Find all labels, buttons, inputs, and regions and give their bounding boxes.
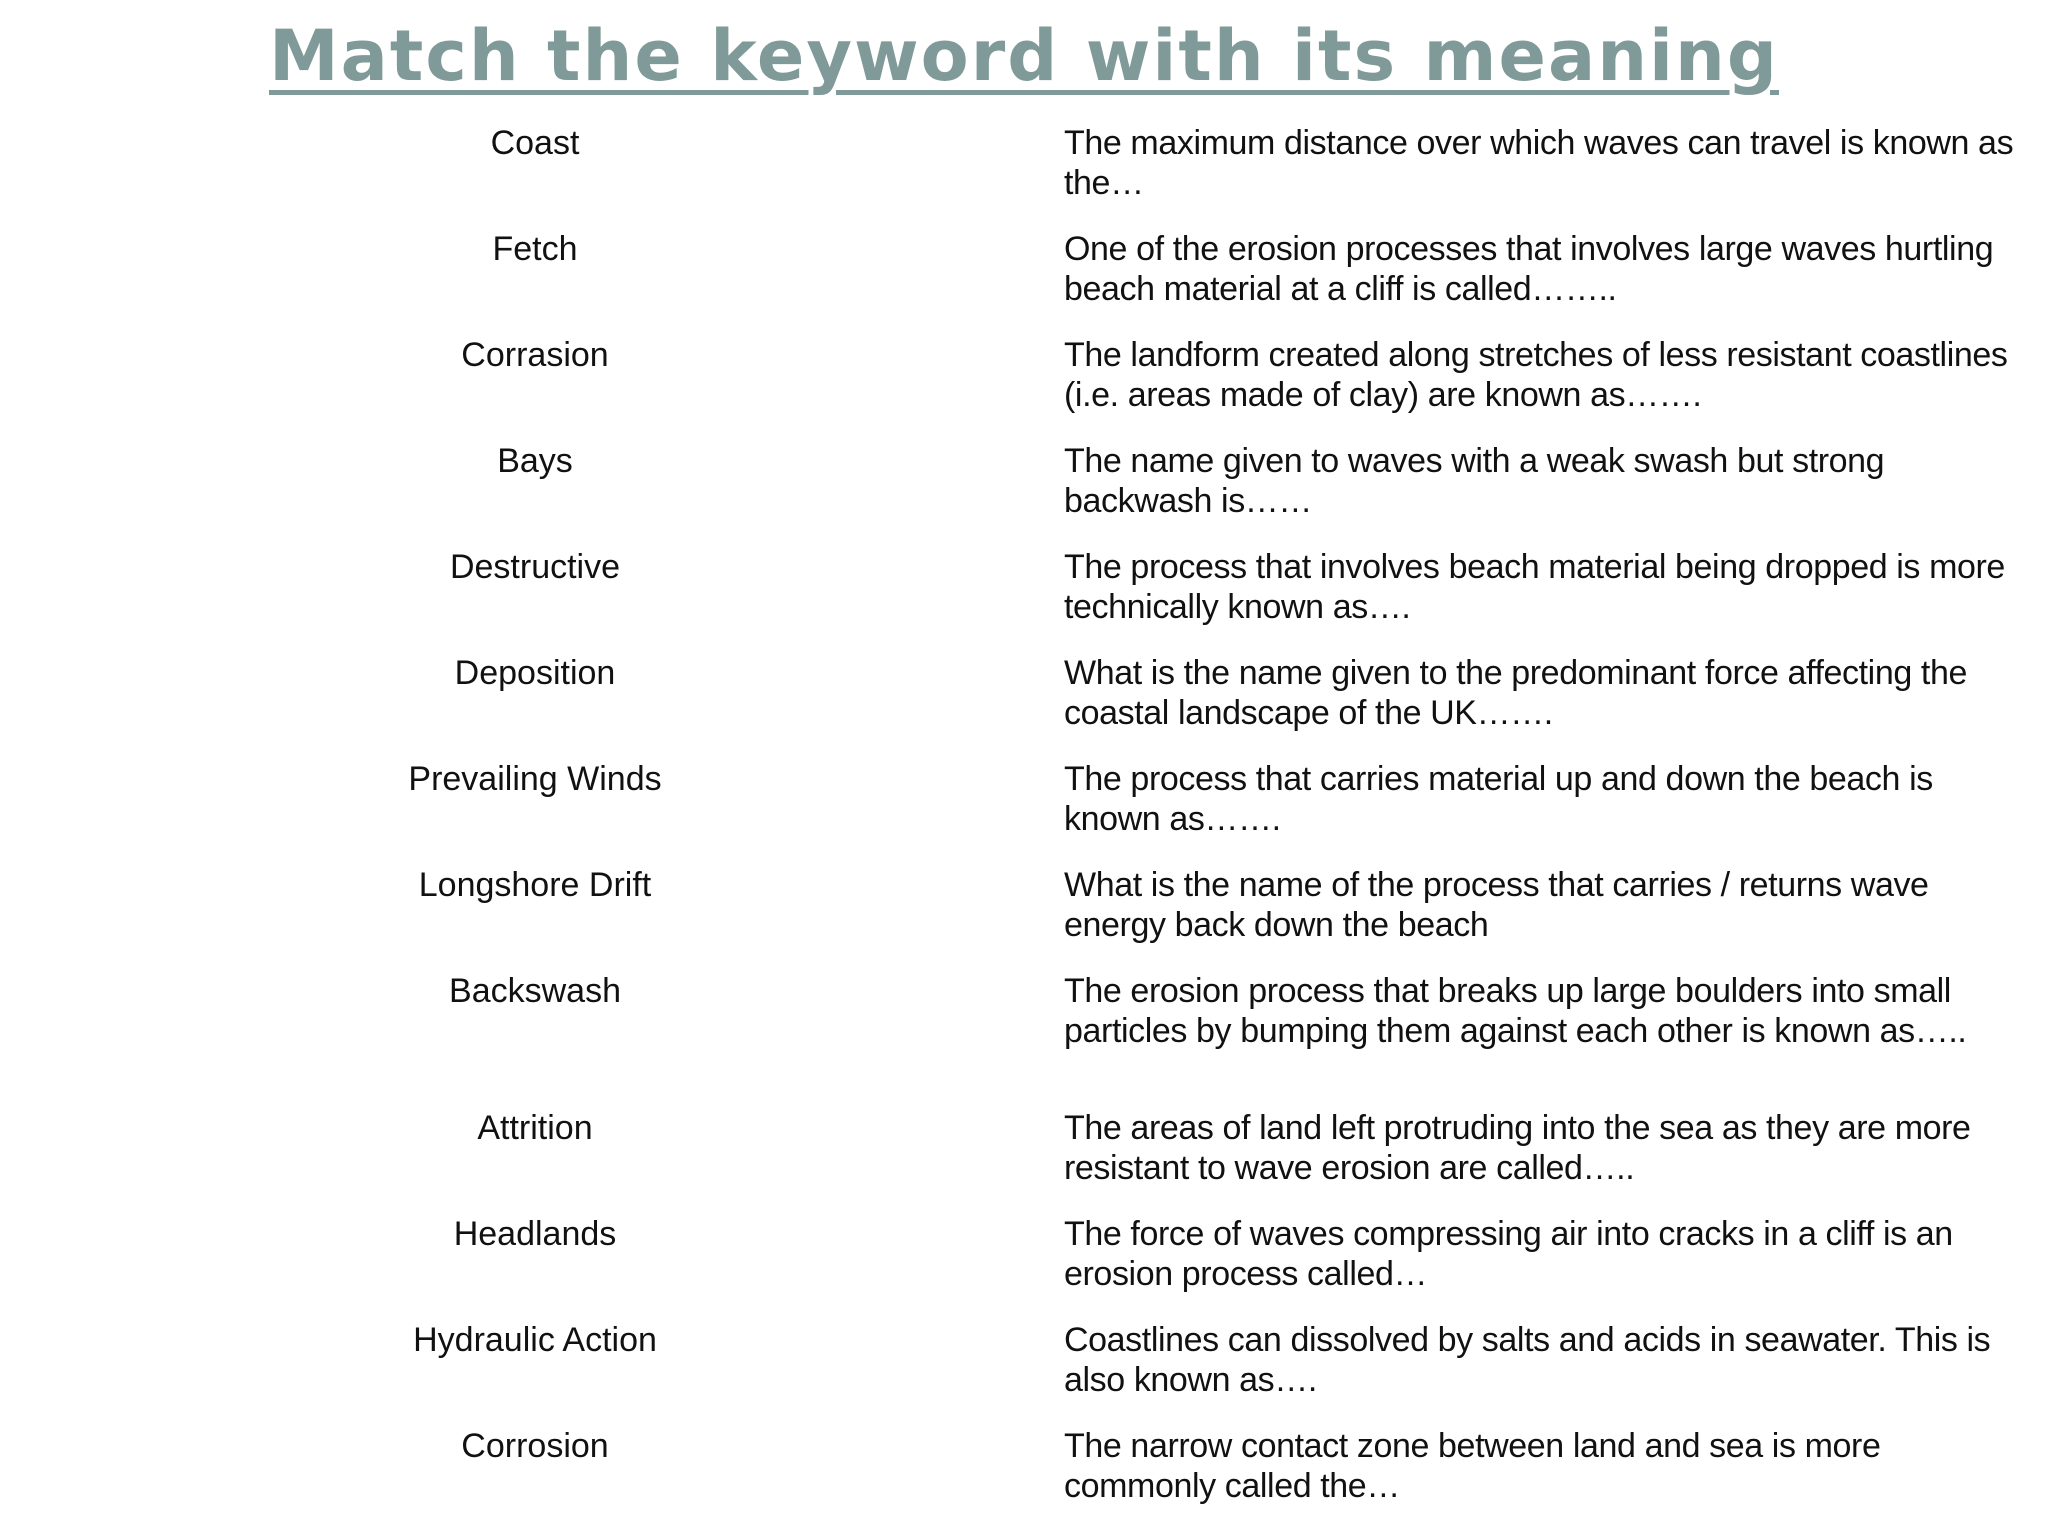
meaning: What is the name given to the predominant force affecting the coastal landscape of the UK……. xyxy=(1064,654,1967,732)
meaning: The narrow contact zone between land and sea is more commonly called the… xyxy=(1064,1427,1881,1505)
keyword: Longshore Drift xyxy=(418,866,652,904)
meaning: The process that involves beach material being dropped is more technically known as…. xyxy=(1064,548,2005,626)
meaning: Coastlines can dissolved by salts and acids in seawater. This is also known as…. xyxy=(1064,1321,1991,1399)
meaning: The process that carries material up and down the beach is known as……. xyxy=(1064,760,1933,838)
page-title: Match the keyword with its meaning xyxy=(269,15,1779,97)
keyword: Coast xyxy=(490,124,580,162)
meaning: The maximum distance over which waves can travel is known as the… xyxy=(1064,124,2014,202)
keyword: Prevailing Winds xyxy=(408,760,662,798)
keyword: Deposition xyxy=(454,654,616,692)
keyword: Headlands xyxy=(453,1215,617,1253)
meaning: The areas of land left protruding into the sea as they are more resistant to wave erosion are called….. xyxy=(1064,1109,1971,1187)
meaning: The landform created along stretches of less resistant coastlines (i.e. areas made of clay) are known as……. xyxy=(1064,336,2008,414)
meaning: One of the erosion processes that involves large waves hurtling beach material at a cliff is called…….. xyxy=(1064,230,1994,308)
keyword: Hydraulic Action xyxy=(413,1321,657,1359)
meaning: What is the name of the process that carries / returns wave energy back down the beach xyxy=(1064,866,1929,944)
keyword: Corrosion xyxy=(461,1427,609,1465)
keyword: Bays xyxy=(497,442,573,480)
meaning: The erosion process that breaks up large boulders into small particles by bumping them against each other is known as….. xyxy=(1064,972,1967,1050)
keyword: Corrasion xyxy=(461,336,609,374)
keyword: Destructive xyxy=(449,548,621,586)
meaning: The name given to waves with a weak swash but strong backwash is…… xyxy=(1064,442,1885,520)
meaning: The force of waves compressing air into cracks in a cliff is an erosion process called… xyxy=(1064,1215,1953,1293)
keyword: Attrition xyxy=(477,1109,593,1147)
keyword: Fetch xyxy=(492,230,578,268)
keyword: Backswash xyxy=(449,972,621,1010)
